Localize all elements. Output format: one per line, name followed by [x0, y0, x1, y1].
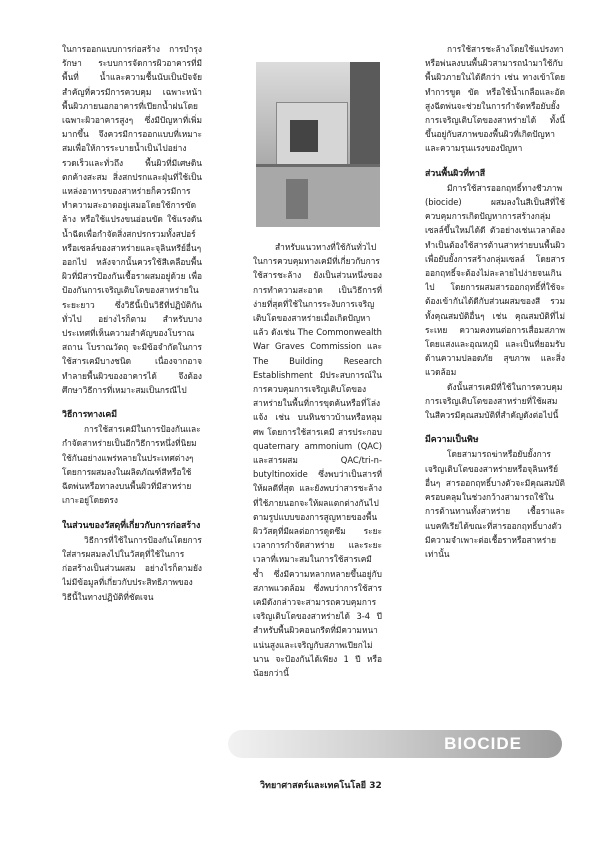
photo-window	[290, 120, 318, 152]
page-number: 32	[369, 781, 382, 791]
section-heading-chemical-method: วิธีการทางเคมี	[62, 410, 118, 421]
page-footer	[260, 778, 382, 792]
section-heading-painted-surface: ส่วนพื้นผิวที่ทาสี	[425, 168, 486, 179]
paragraph: โดยสามารถฆ่าหรือยับยั้งการเจริญเติบโตของสาหร่ายหรือจุลินทรีย์อื่นๆ สารออกฤทธิ์บางตัวจะมีคุณสมบัติครอบคลุมในช่วงกว้างสามารถใช้ในการต้านทานทั้งสาหร่าย เชื้อราและแบคทีเรียได้ขณะที่สารออกฤทธิ์บางตัวมีความจำเพาะต่อเชื้อราหรือสาหร่ายเท่านั้น	[425, 449, 565, 559]
paragraph: สำหรับแนวทางที่ใช้กันทั่วไปในการควบคุมทางเคมีที่เกี่ยวกับการใช้สารชะล้าง ยังเป็นส่วนหนึ่งของการทำความสะอาด เป็นวิธีการที่ง่ายที่สุดที่ใช้ในการระงับการเจริญเติบโตของสาหร่ายเมื่อเกิดปัญหาแล้ว ดังเช่น The Commonwealth War Graves Commission และ The Building Research Establishment มีประสบการณ์ในการควบคุมการเจริญเติบโตของสาหร่ายในพื้นที่การขุดค้นหรือที่โล่งแจ้ง เช่น บนหินชาวบ้านหรือหลุมศพ โดยการใช้สารเคมี สารประกอบ quaternary ammonium (QAC) และสารผสม QAC/tri-n-butyltinoxide ซึ่งพบว่าเป็นสารที่ให้ผลดีที่สุด และยังพบว่าสารชะล้างที่ใช้ภายนอกจะให้ผลแตกต่างกันไปตามรูปแบบของการสูญหายของพื้นผิววัสดุที่มีผลต่อการดูดซึม ระยะเวลาการกำจัดสาหร่าย และระยะเวลาที่เหมาะสมในการใช้สารเคมีซ้ำ ซึ่งมีความหลากหลายขึ้นอยู่กับสภาพแวดล้อม ซึ่งพบว่าการใช้สารเคมีดังกล่าวจะสามารถควบคุมการเจริญเติบโตของสาหร่ายได้ 3-4 ปี สำหรับพื้นผิวคอนกรีตที่มีความหนาแน่นสูงและเจริญกับสภาพเปียกไม่นาน จะป้องกันได้เพียง 1 ปี หรือน้อยกว่านี้	[253, 242, 382, 679]
section-heading-toxicity: มีความเป็นพิษ	[425, 435, 479, 446]
paragraph: การใช้สารชะล้างโดยใช้แปรงทาหรือพ่นลงบนพื้นผิวสามารถนำมาใช้กับพื้นผิวภายในได้ดีกว่า เช่น ทางเข้าโดยทำการขูด ขัด หรือใช้น้ำเกลือและอัดสูงฉีดพ่นจะช่วยในการกำจัดหรือยับยั้งการเจริญเติบโตของสาหร่ายได้ ทั้งนี้ขึ้นอยู่กับสภาพของพื้นผิวที่เกิดปัญหาและความรุนแรงของปัญหา	[425, 44, 565, 154]
text-column-middle	[253, 240, 382, 730]
section-banner	[228, 730, 562, 758]
section-heading-construction-materials: ในส่วนของวัสดุที่เกี่ยวกับการก่อสร้าง	[62, 520, 201, 531]
photo-wall	[256, 164, 380, 227]
paragraph: วิธีการที่ใช้ในการป้องกันโดยการใส่สารผสมลงไปในวัสดุที่ใช้ในการก่อสร้างเป็นส่วนผสม อย่างไรก็ตามยังไม่มีข้อมูลที่เกี่ยวกับประสิทธิภาพของวิธีนี้ในทางปฏิบัติที่ชัดเจน	[62, 534, 202, 602]
banner-label: BIOCIDE	[444, 734, 522, 753]
photo-gate	[286, 179, 308, 219]
text-column-right	[425, 42, 565, 602]
paragraph: การใช้สารเคมีในการป้องกันและกำจัดสาหร่ายเป็นอีกวิธีการหนึ่งที่นิยมใช้กันอย่างแพร่หลายในประเทศต่างๆ โดยการผสมลงในผลิตภัณฑ์สีหรือใช้ฉีดพ่นหรือทาลงบนพื้นผิวที่มีสาหร่ายเกาะอยู่โดยตรง	[62, 424, 201, 506]
footer-publication: วิทยาศาสตร์และเทคโนโลยี	[260, 781, 367, 791]
paragraph: ดังนั้นสารเคมีที่ใช้ในการควบคุมการเจริญเติบโตของสาหร่ายที่ใช้ผสมในสีควรมีคุณสมบัติที่สำคัญดังต่อไปนี้	[425, 381, 563, 421]
text-column-left	[62, 42, 202, 712]
building-photo	[256, 62, 380, 227]
paragraph: มีการใช้สารออกฤทธิ์ทางชีวภาพ (biocide) ผสมลงในสีเป็นสีที่ใช้ควบคุมการเกิดปัญหาการสร้างกลุ่มเซลล์ขึ้นใหม่ได้ดี ตัวอย่างเช่นเวลาต้องทำเป็นต้องใช้สารต้านสาหร่ายบนพื้นผิวเพื่อยับยั้งการสร้างกลุ่มเซลล์ โดยสารออกฤทธิ์จะต้องไม่ละลายไปง่ายจนเกินไป โดยการผสมสารออกฤทธิ์ที่ใช้จะต้องเข้ากันได้ดีกับส่วนผสมของสี รวมทั้งคุณสมบัติอื่นๆ เช่น คุณสมบัติที่ไม่ระเหย ความคงทนต่อการเสื่อมสภาพโดยแสงและอุณหภูมิ และเป็นที่ยอมรับด้านความปลอดภัย สุขภาพ และสิ่งแวดล้อม	[425, 182, 565, 378]
paragraph: ในการออกแบบการก่อสร้าง การบำรุงรักษา ระบบการจัดการผิวอาคารที่มีพื้นที่ น้ำและความชื้นนับเป็นปัจจัยสำคัญที่ควรมีการควบคุม เฉพาะหน้าพื้นผิวภายนอกอาคารที่เปียกน้ำฝนโดยเฉพาะผิวอาคารสูงๆ ซึ่งมีปัญหาที่เพิ่มมากขึ้น จึงควรมีการออกแบบที่เหมาะสมเพื่อให้การระบายน้ำเป็นไปอย่างรวดเร็วและทั่วถึง พื้นผิวที่มีเศษดินตกค้างสะสม สิ่งสกปรกและฝุ่นที่ใช้เป็นแหล่งอาหารของสาหร่ายก็ควรมีการทำความสะอาดอยู่เสมอโดยใช้การขัดล้าง หรือใช้แปรงขนอ่อนขัด ใช้แรงดันน้ำฉีดเพื่อกำจัดสิ่งสกปรกรวมทั้งสปอร์หรือเซลล์ของสาหร่ายและจุลินทรีย์อื่นๆ ออกไป หลังจากนั้นควรใช้สีเคลือบพื้นผิวที่มีสารป้องกันเชื้อราผสมอยู่ด้วย เพื่อป้องกันการเจริญเติบโตของสาหร่ายในระยะยาว ซึ่งวิธีนี้เป็นวิธีที่ปฏิบัติกันทั่วไป อย่างไรก็ตาม สำหรับบางประเทศที่เห็นความสำคัญของโบราณสถาน โบราณวัตถุ จะมีข้อจำกัดในการใช้สารเคมีบางชนิด เนื่องจากอาจทำลายพื้นผิวของอาคารได้ จึงต้องศึกษาวิธีการที่เหมาะสมเป็นกรณีไป	[62, 44, 202, 395]
